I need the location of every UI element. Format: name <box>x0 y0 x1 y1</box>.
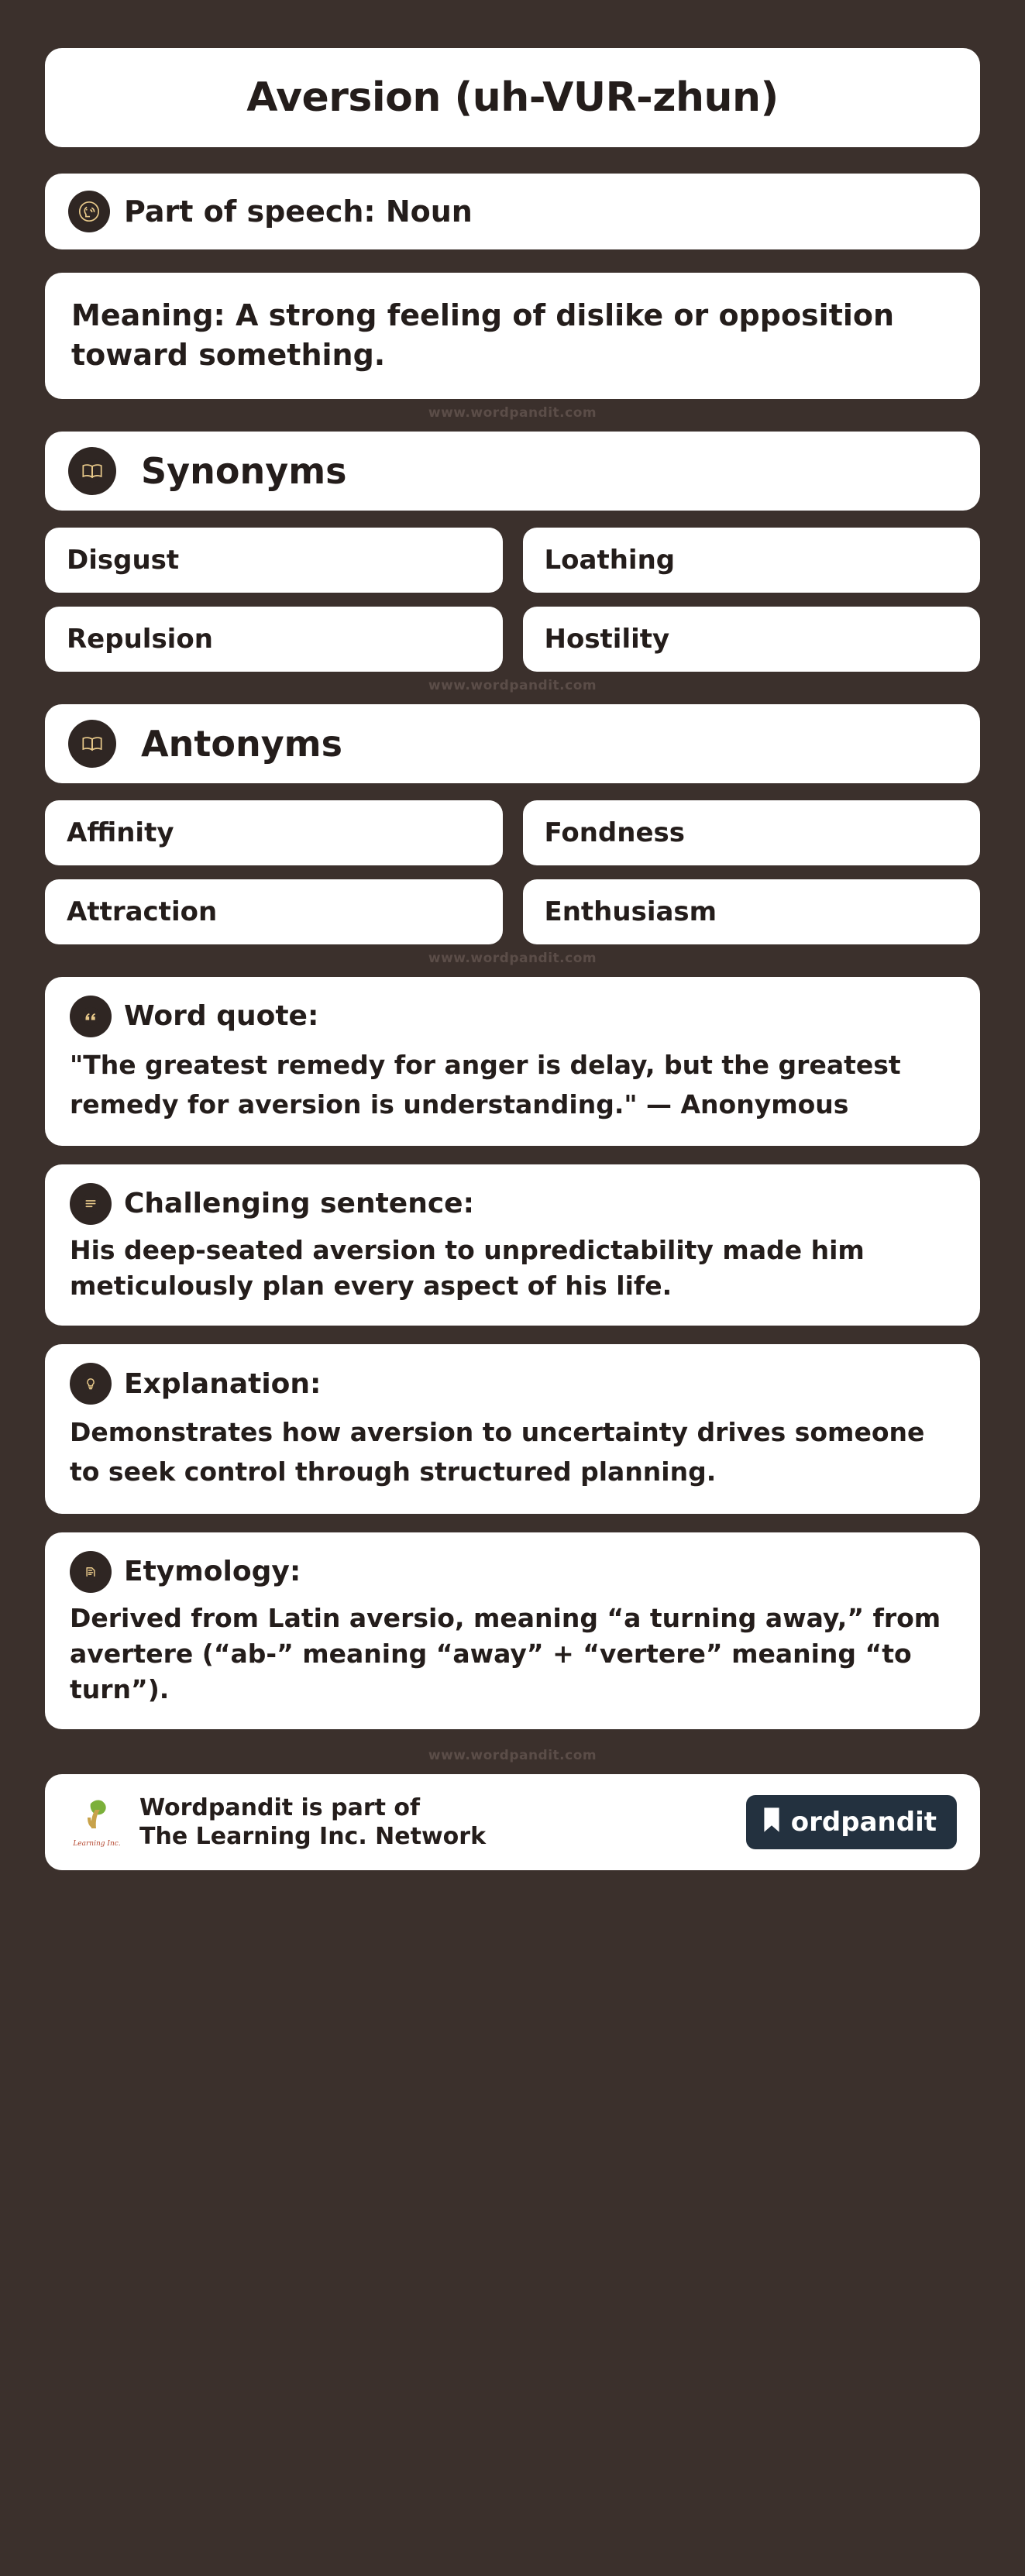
word-title-card <box>45 48 980 147</box>
challenging-sentence-heading: Challenging sentence: <box>124 1188 474 1220</box>
meaning-card <box>45 273 980 399</box>
list-item: Loathing <box>523 528 981 593</box>
challenging-sentence-text: His deep-seated aversion to unpredictability made him meticulously plan every aspect of his life. <box>70 1234 865 1302</box>
word-quote-text: "The greatest remedy for anger is delay, but the greatest remedy for aversion is understanding." — Anonymous <box>70 1049 901 1119</box>
list-item: Hostility <box>523 607 981 672</box>
explanation-head <box>70 1363 955 1405</box>
list-item: Affinity <box>45 800 503 865</box>
learning-inc-tree-logo <box>68 1790 126 1855</box>
svg-text:Learning Inc.: Learning Inc. <box>73 1840 121 1849</box>
wordpandit-badge-text: ordpandit <box>790 1807 937 1838</box>
list-item: Fondness <box>523 800 981 865</box>
wordpandit-badge <box>746 1795 957 1849</box>
open-book-icon <box>68 720 116 768</box>
watermark-4: www.wordpandit.com <box>428 1748 597 1764</box>
footer-line-2: The Learning Inc. Network <box>139 1823 487 1851</box>
quote-icon <box>70 996 112 1037</box>
watermark-3: www.wordpandit.com <box>428 950 597 966</box>
synonyms-list <box>45 528 980 672</box>
lines-icon <box>70 1183 112 1225</box>
part-of-speech-label: Part of speech: Noun <box>124 194 473 229</box>
list-item: Enthusiasm <box>523 879 981 944</box>
etymology-text: Derived from Latin aversio, meaning “a turning away,” from avertere (“ab-” meaning “away” + “vertere” meaning “to turn”). <box>70 1602 941 1704</box>
speaking-head-icon <box>68 191 110 232</box>
synonyms-heading-row <box>68 447 957 495</box>
footer <box>45 1774 980 1870</box>
etymology-heading: Etymology: <box>124 1556 301 1588</box>
writing-hand-icon <box>70 1551 112 1593</box>
list-item: Attraction <box>45 879 503 944</box>
antonyms-heading: Antonyms <box>141 722 342 765</box>
antonyms-heading-row <box>68 720 957 768</box>
watermark-2: www.wordpandit.com <box>428 677 597 693</box>
challenging-sentence-card <box>45 1164 980 1326</box>
lightbulb-icon <box>70 1363 112 1405</box>
etymology-head <box>70 1551 955 1593</box>
part-of-speech-row <box>68 191 957 232</box>
open-book-icon <box>68 447 116 495</box>
antonyms-list <box>45 800 980 944</box>
word-quote-head <box>70 996 955 1037</box>
word-quote-card <box>45 977 980 1146</box>
antonyms-heading-card <box>45 704 980 783</box>
watermark-1: www.wordpandit.com <box>428 404 597 421</box>
explanation-card <box>45 1344 980 1513</box>
list-item: Repulsion <box>45 607 503 672</box>
page-title: Aversion (uh-VUR-zhun) <box>246 74 779 121</box>
list-item: Disgust <box>45 528 503 593</box>
footer-line-1: Wordpandit is part of <box>139 1794 421 1821</box>
explanation-heading: Explanation: <box>124 1367 322 1400</box>
footer-text <box>139 1794 486 1852</box>
part-of-speech-card <box>45 174 980 249</box>
challenging-sentence-head <box>70 1183 955 1225</box>
synonyms-heading-card <box>45 432 980 511</box>
bookmark-flag-icon <box>760 1806 783 1838</box>
footer-brand <box>68 1790 486 1855</box>
synonyms-heading: Synonyms <box>141 449 347 492</box>
word-quote-heading: Word quote: <box>124 1000 319 1033</box>
etymology-card <box>45 1532 980 1730</box>
meaning-label: Meaning: A strong feeling of dislike or opposition toward something. <box>71 298 895 373</box>
explanation-text: Demonstrates how aversion to uncertainty drives someone to seek control through structured planning. <box>70 1417 925 1487</box>
